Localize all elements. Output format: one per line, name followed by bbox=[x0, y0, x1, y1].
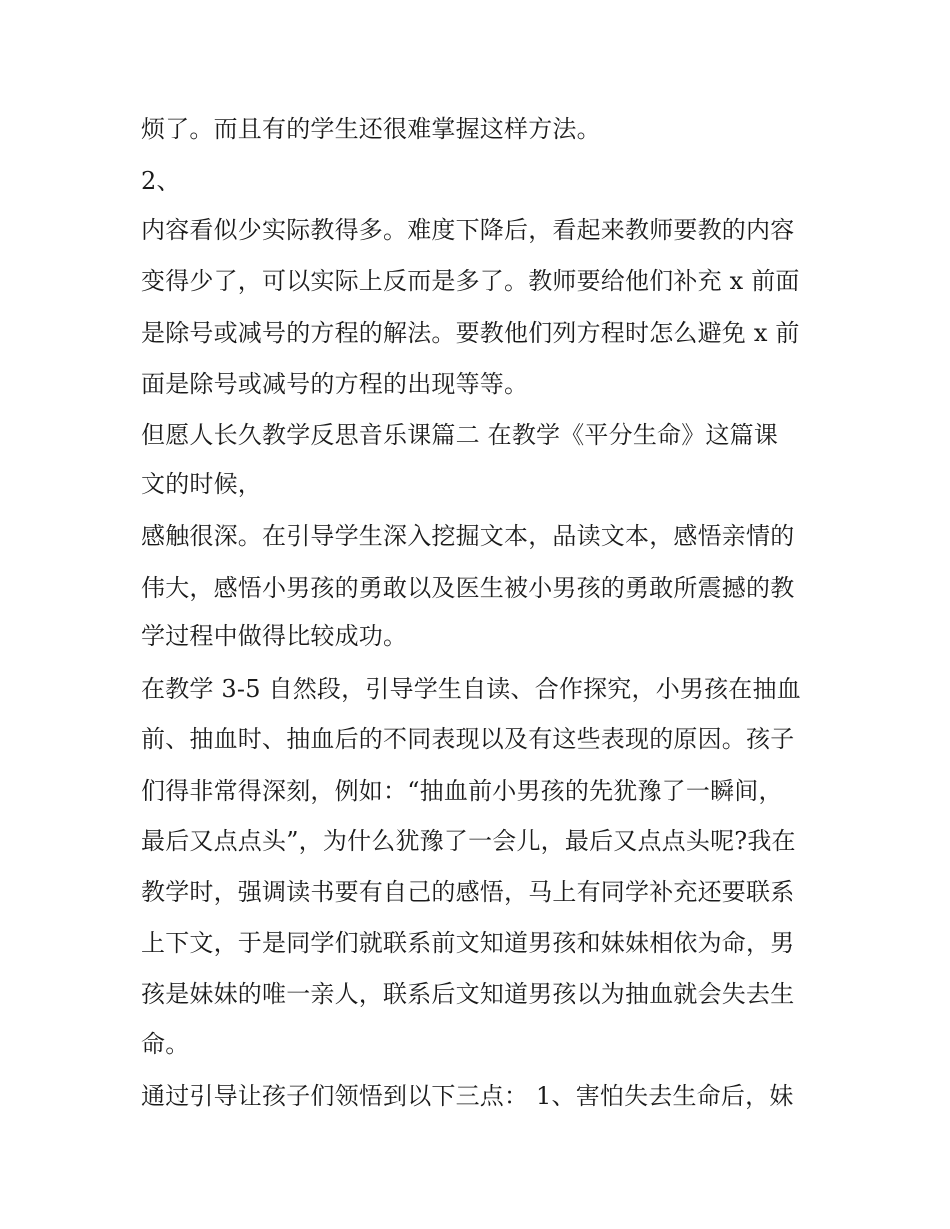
text-line: 文的时候， bbox=[141, 470, 262, 498]
text-line: 教学时，强调读书要有自己的感悟，马上有同学补充还要联系 bbox=[141, 878, 795, 906]
text-line: 孩是妹妹的唯一亲人，联系后文知道男孩以为抽血就会失去生 bbox=[141, 980, 795, 1008]
text-line: 面是除号或减号的方程的出现等等。 bbox=[141, 370, 529, 398]
text-line: 通过引导让孩子们领悟到以下三点： 1、害怕失去生命后，妹 bbox=[141, 1082, 794, 1110]
text-line: 上下文，于是同学们就联系前文知道男孩和妹妹相依为命，男 bbox=[141, 929, 795, 957]
text-line: 前、抽血时、抽血后的不同表现以及有这些表现的原因。孩子 bbox=[141, 725, 795, 753]
text-line: 但愿人长久教学反思音乐课篇二 在教学《平分生命》这篇课 bbox=[141, 421, 779, 449]
text-line: 2、 bbox=[141, 167, 181, 195]
text-line: 在教学 3-5 自然段，引导学生自读、合作探究，小男孩在抽血 bbox=[141, 675, 801, 703]
text-line: 烦了。而且有的学生还很难掌握这样方法。 bbox=[141, 115, 601, 143]
text-line: 命。 bbox=[141, 1030, 190, 1058]
text-line: 感触很深。在引导学生深入挖掘文本，品读文本，感悟亲情的 bbox=[141, 522, 795, 550]
text-line: 最后又点点头”，为什么犹豫了一会儿，最后又点点头呢?我在 bbox=[141, 827, 796, 855]
text-line: 是除号或减号的方程的解法。要教他们列方程时怎么避免 x 前 bbox=[141, 319, 800, 347]
text-line: 学过程中做得比较成功。 bbox=[141, 622, 408, 650]
text-line: 伟大，感悟小男孩的勇敢以及医生被小男孩的勇敢所震撼的教 bbox=[141, 574, 795, 602]
text-line: 们得非常得深刻，例如：“抽血前小男孩的先犹豫了一瞬间， bbox=[141, 777, 783, 805]
text-line: 变得少了，可以实际上反而是多了。教师要给他们补充 x 前面 bbox=[141, 267, 800, 295]
text-line: 内容看似少实际教得多。难度下降后，看起来教师要教的内容 bbox=[141, 216, 795, 244]
